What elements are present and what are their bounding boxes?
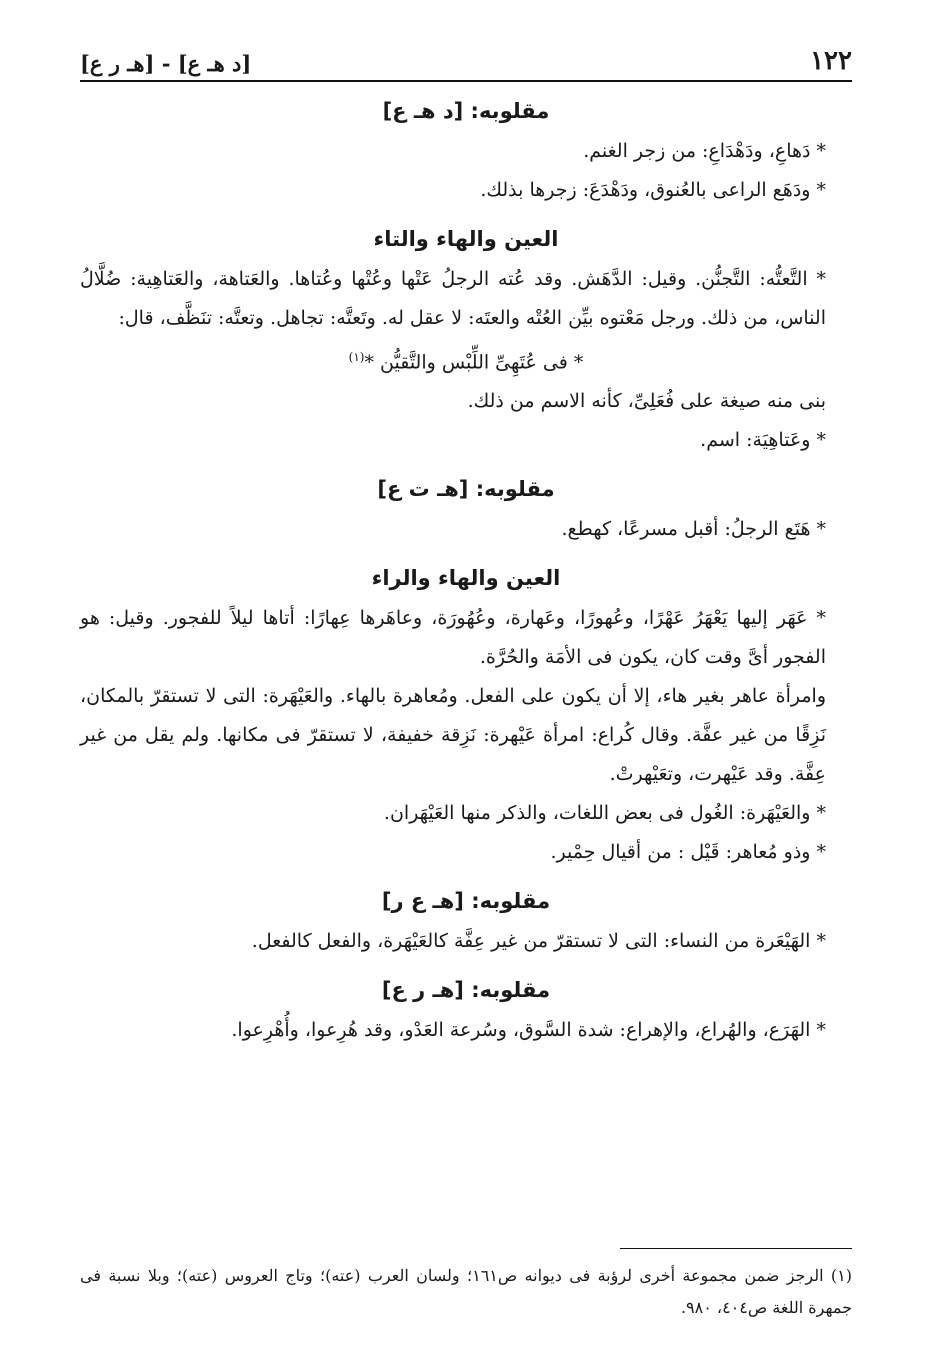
section-heading: مقلوبه: [هـ ر ع] <box>381 978 551 1003</box>
entry-paragraph: * الهَرَع، والهُراع، والإهراع: شدة السَّوق، وسُرعة العَدْو، وقد هُرِعوا، وأُهْرِعوا. <box>231 1019 826 1042</box>
footnote-marker: (١) <box>348 350 365 364</box>
entry-paragraph: * عَهَر إليها يَعْهَرُ عَهْرًا، وعُهورًا، وعَهارة، وعُهُورَة، وعاهَرها عِهارًا: أتاها ليلاً للفجور. وقيل: هو الفجور أىَّ وقت كان، يكون فى الأمَة والحُرَّة. <box>80 607 826 669</box>
entry-paragraph: * والعَيْهَرة: الغُول فى بعض اللغات، والذكر منها العَيْهَران. <box>383 802 826 825</box>
entry-paragraph: * دَهاعِ، ودَهْدَاعِ: من زجر الغنم. <box>583 140 826 162</box>
section-heading: العين والهاء والراء <box>371 566 561 591</box>
verse-line <box>80 338 852 382</box>
entry-paragraph: وامرأة عاهر بغير هاء، إلا أن يكون على الفعل. ومُعاهرة بالهاء. والعَيْهَرة: التى لا تستقرّ بالمكان، نَزِقًا من غير عفَّة. وقال كُراع: امرأة عَيْهرة: نَزِقة خفيفة، لا تستقرّ فى مكانها. ولم يقل من غير عِفَّة. وقد عَيْهرت، وتعَيْهرتْ. <box>80 685 826 786</box>
entry-paragraph: * وذو مُعاهر: قَيْل : من أقيال حِمْير. <box>550 841 826 864</box>
entry-paragraph: بنى منه صيغة على فُعَلِىِّ، كأنه الاسم من ذلك. <box>467 390 826 413</box>
verse-text: * فى عُتَهِىِّ اللِّبْس والتَّقيُّن * <box>364 351 584 374</box>
section-heading: مقلوبه: [هـ ع ر] <box>381 889 551 914</box>
header-roots: [د هـ ع] - [هـ ر ع] <box>80 51 252 76</box>
entry-paragraph: * التَّعتُّه: التَّجنُّن. وقيل: الدَّهَش. وقد عُته الرجلُ عَتْها وعُتْها وعُتاها. والعَتاهة، والعَتاهِية: ضُلَّالُ الناس، من ذلك. ورجل مَعْتوه بيِّن العُتْه والعتَه: لا عقل له. وتَعتَّه: تجاهل. وتعتَّه: تنَظَّف، قال: <box>80 268 826 329</box>
section-heading: العين والهاء والتاء <box>373 227 559 251</box>
entry-paragraph: * وعَتاهِيَة: اسم. <box>700 429 826 452</box>
book-page <box>80 38 852 1338</box>
entry-paragraph: * ودَهَع الراعى بالعُنوق، ودَهْدَعَ: زجرها بذلك. <box>480 179 826 201</box>
page-number: ١٢٢ <box>810 46 852 76</box>
footnote-divider <box>620 1248 852 1249</box>
footnote: (١) الرجز ضمن مجموعة أخرى لرؤبة فى ديوانه ص١٦١؛ ولسان العرب (عته)؛ وتاج العروس (عته)؛ وبلا نسبة فى جمهرة اللغة ص٤٠٤، ٩٨٠. <box>80 1266 852 1317</box>
section-heading: مقلوبه: [د هـ ع] <box>382 99 550 123</box>
section-heading: مقلوبه: [هـ ت ع] <box>377 477 555 502</box>
entry-paragraph: * الهَيْعَرة من النساء: التى لا تستقرّ من غير عِفَّة كالعَيْهَرة، والفعل كالفعل. <box>251 930 826 953</box>
entry-paragraph: * هَتَع الرجلُ: أقبل مسرعًا، كهطع. <box>561 518 826 541</box>
running-header <box>80 38 852 82</box>
